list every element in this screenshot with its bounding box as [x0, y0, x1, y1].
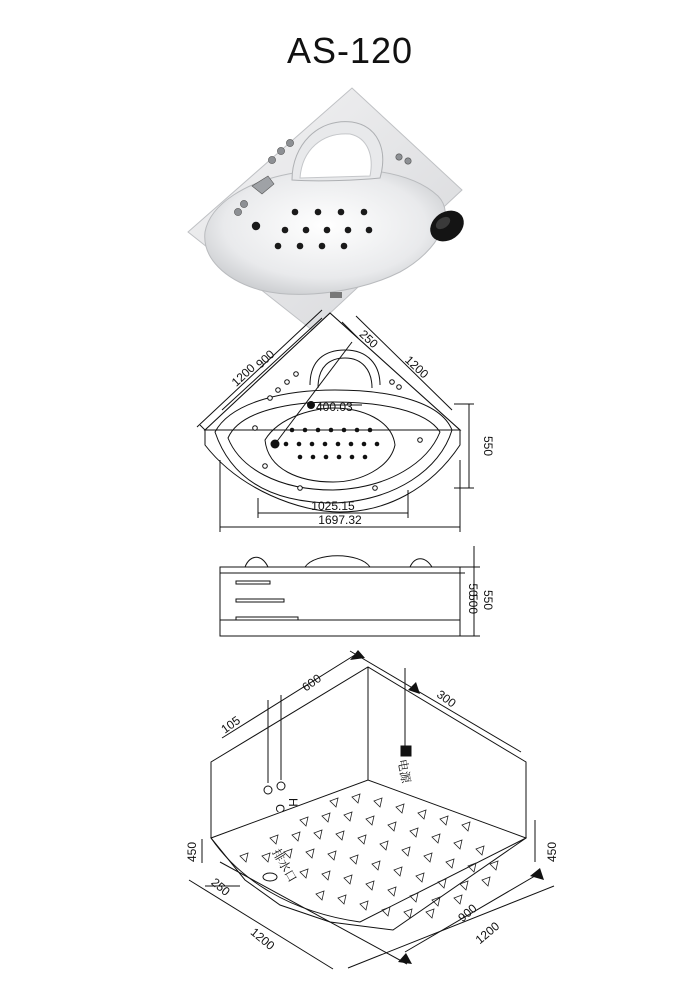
dim-inner-width: 1025.15: [311, 499, 355, 513]
dim-left-outer: 1200: [228, 360, 258, 390]
model-title: AS-120: [286, 30, 414, 71]
label-cold: C: [273, 804, 287, 813]
dim-inner-right: 900: [455, 901, 480, 925]
product-photo: [188, 88, 470, 330]
top-view-dimensions: [229, 327, 495, 527]
dim-height-right: 450: [545, 841, 559, 863]
dim-left-inner: 900: [253, 347, 278, 372]
side-view-dimensions: [466, 583, 495, 614]
dim-drain: 400.03: [316, 400, 353, 414]
dim-corner: 250: [356, 327, 381, 352]
label-power: 电源: [395, 758, 414, 785]
dim-side-left: 1200: [247, 924, 278, 953]
dim-total-height: 550: [481, 589, 495, 611]
dim-side-right: 1200: [472, 918, 503, 947]
dim-right: 1200: [402, 352, 432, 382]
installation-view: [189, 650, 554, 969]
installation-dimensions: [185, 671, 559, 953]
dim-depth: 550: [481, 435, 495, 457]
dim-offset: 300: [434, 687, 459, 711]
side-view: [220, 546, 480, 636]
label-hot: H: [286, 798, 300, 807]
dim-inner-height: 500: [466, 593, 480, 615]
dim-pipe: 105: [218, 713, 243, 737]
dim-wall: 600: [299, 671, 324, 695]
dim-outer-width: 1697.32: [318, 513, 362, 527]
dim-drain-offset: 250: [208, 875, 233, 899]
label-drain: 排水口: [269, 846, 300, 885]
dim-height-left: 450: [185, 841, 199, 863]
dim-overlap: 50: [466, 583, 480, 597]
